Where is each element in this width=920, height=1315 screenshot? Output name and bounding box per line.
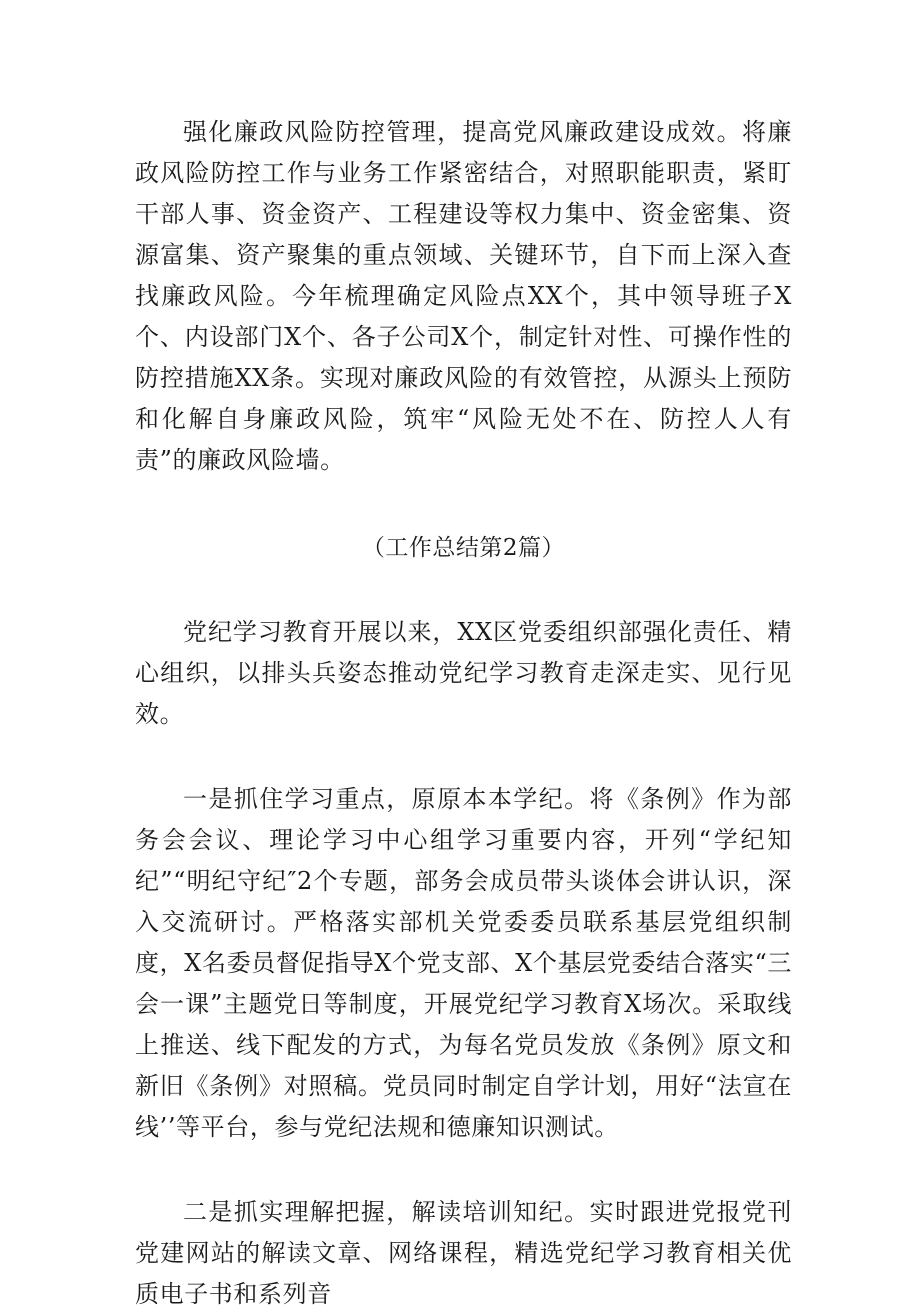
paragraph-point-one: 一是抓住学习重点，原原本本学纪。将《条例》作为部务会会议、理论学习中心组学习重要内容，开列“学纪知纪”“明纪守纪″2个专题，部务会成员带头谈体会讲认识，深入交流研讨。严格落实部机关党委委员联系基层党组织制度，X名委员督促指导X个党支部、X个基层党委结合落实“三会一课”主题党日等制度，开展党纪学习教育X场次。采取线上推送、线下配发的方式，为每名党员发放《条例》原文和新旧《条例》对照稿。党员同时制定自学计划，用好“法宣在线’’等平台，参与党纪法规和德廉知识测试。 [135,785,792,1141]
paragraph-spacer [135,569,792,612]
paragraph-risk-control: 强化廉政风险防控管理，提高党风廉政建设成效。将廉政风险防控工作与业务工作紧密结合，对照职能职责，紧盯干部人事、资金资产、工程建设等权力集中、资金密集、资源富集、资产聚集的重点领域、关键环节，自下而上深入查找廉政风险。今年梳理确定风险点XX个，其中领导班子X个、内设部门X个、各子公司X个，制定针对性、可操作性的防控措施XX条。实现对廉政风险的有效管控，从源头上预防和化解自身廉政风险，筑牢“风险无处不在、防控人人有责”的廉政风险墙。 [135,118,792,474]
paragraph-intro: 党纪学习教育开展以来，XX区党委组织部强化责任、精心组织，以排头兵姿态推动党纪学习教育走深走实、见行见效。 [135,618,792,728]
paragraph-spacer [135,1148,792,1192]
paragraph-spacer [135,481,792,528]
paragraph-point-two: 二是抓实理解把握，解读培训知纪。实时跟进党报党刊党建网站的解读文章、网络课程，精选党纪学习教育相关优质电子书和系列音 [135,1198,792,1308]
section-heading: （工作总结第2篇） [361,535,566,561]
paragraph-spacer [135,735,792,779]
